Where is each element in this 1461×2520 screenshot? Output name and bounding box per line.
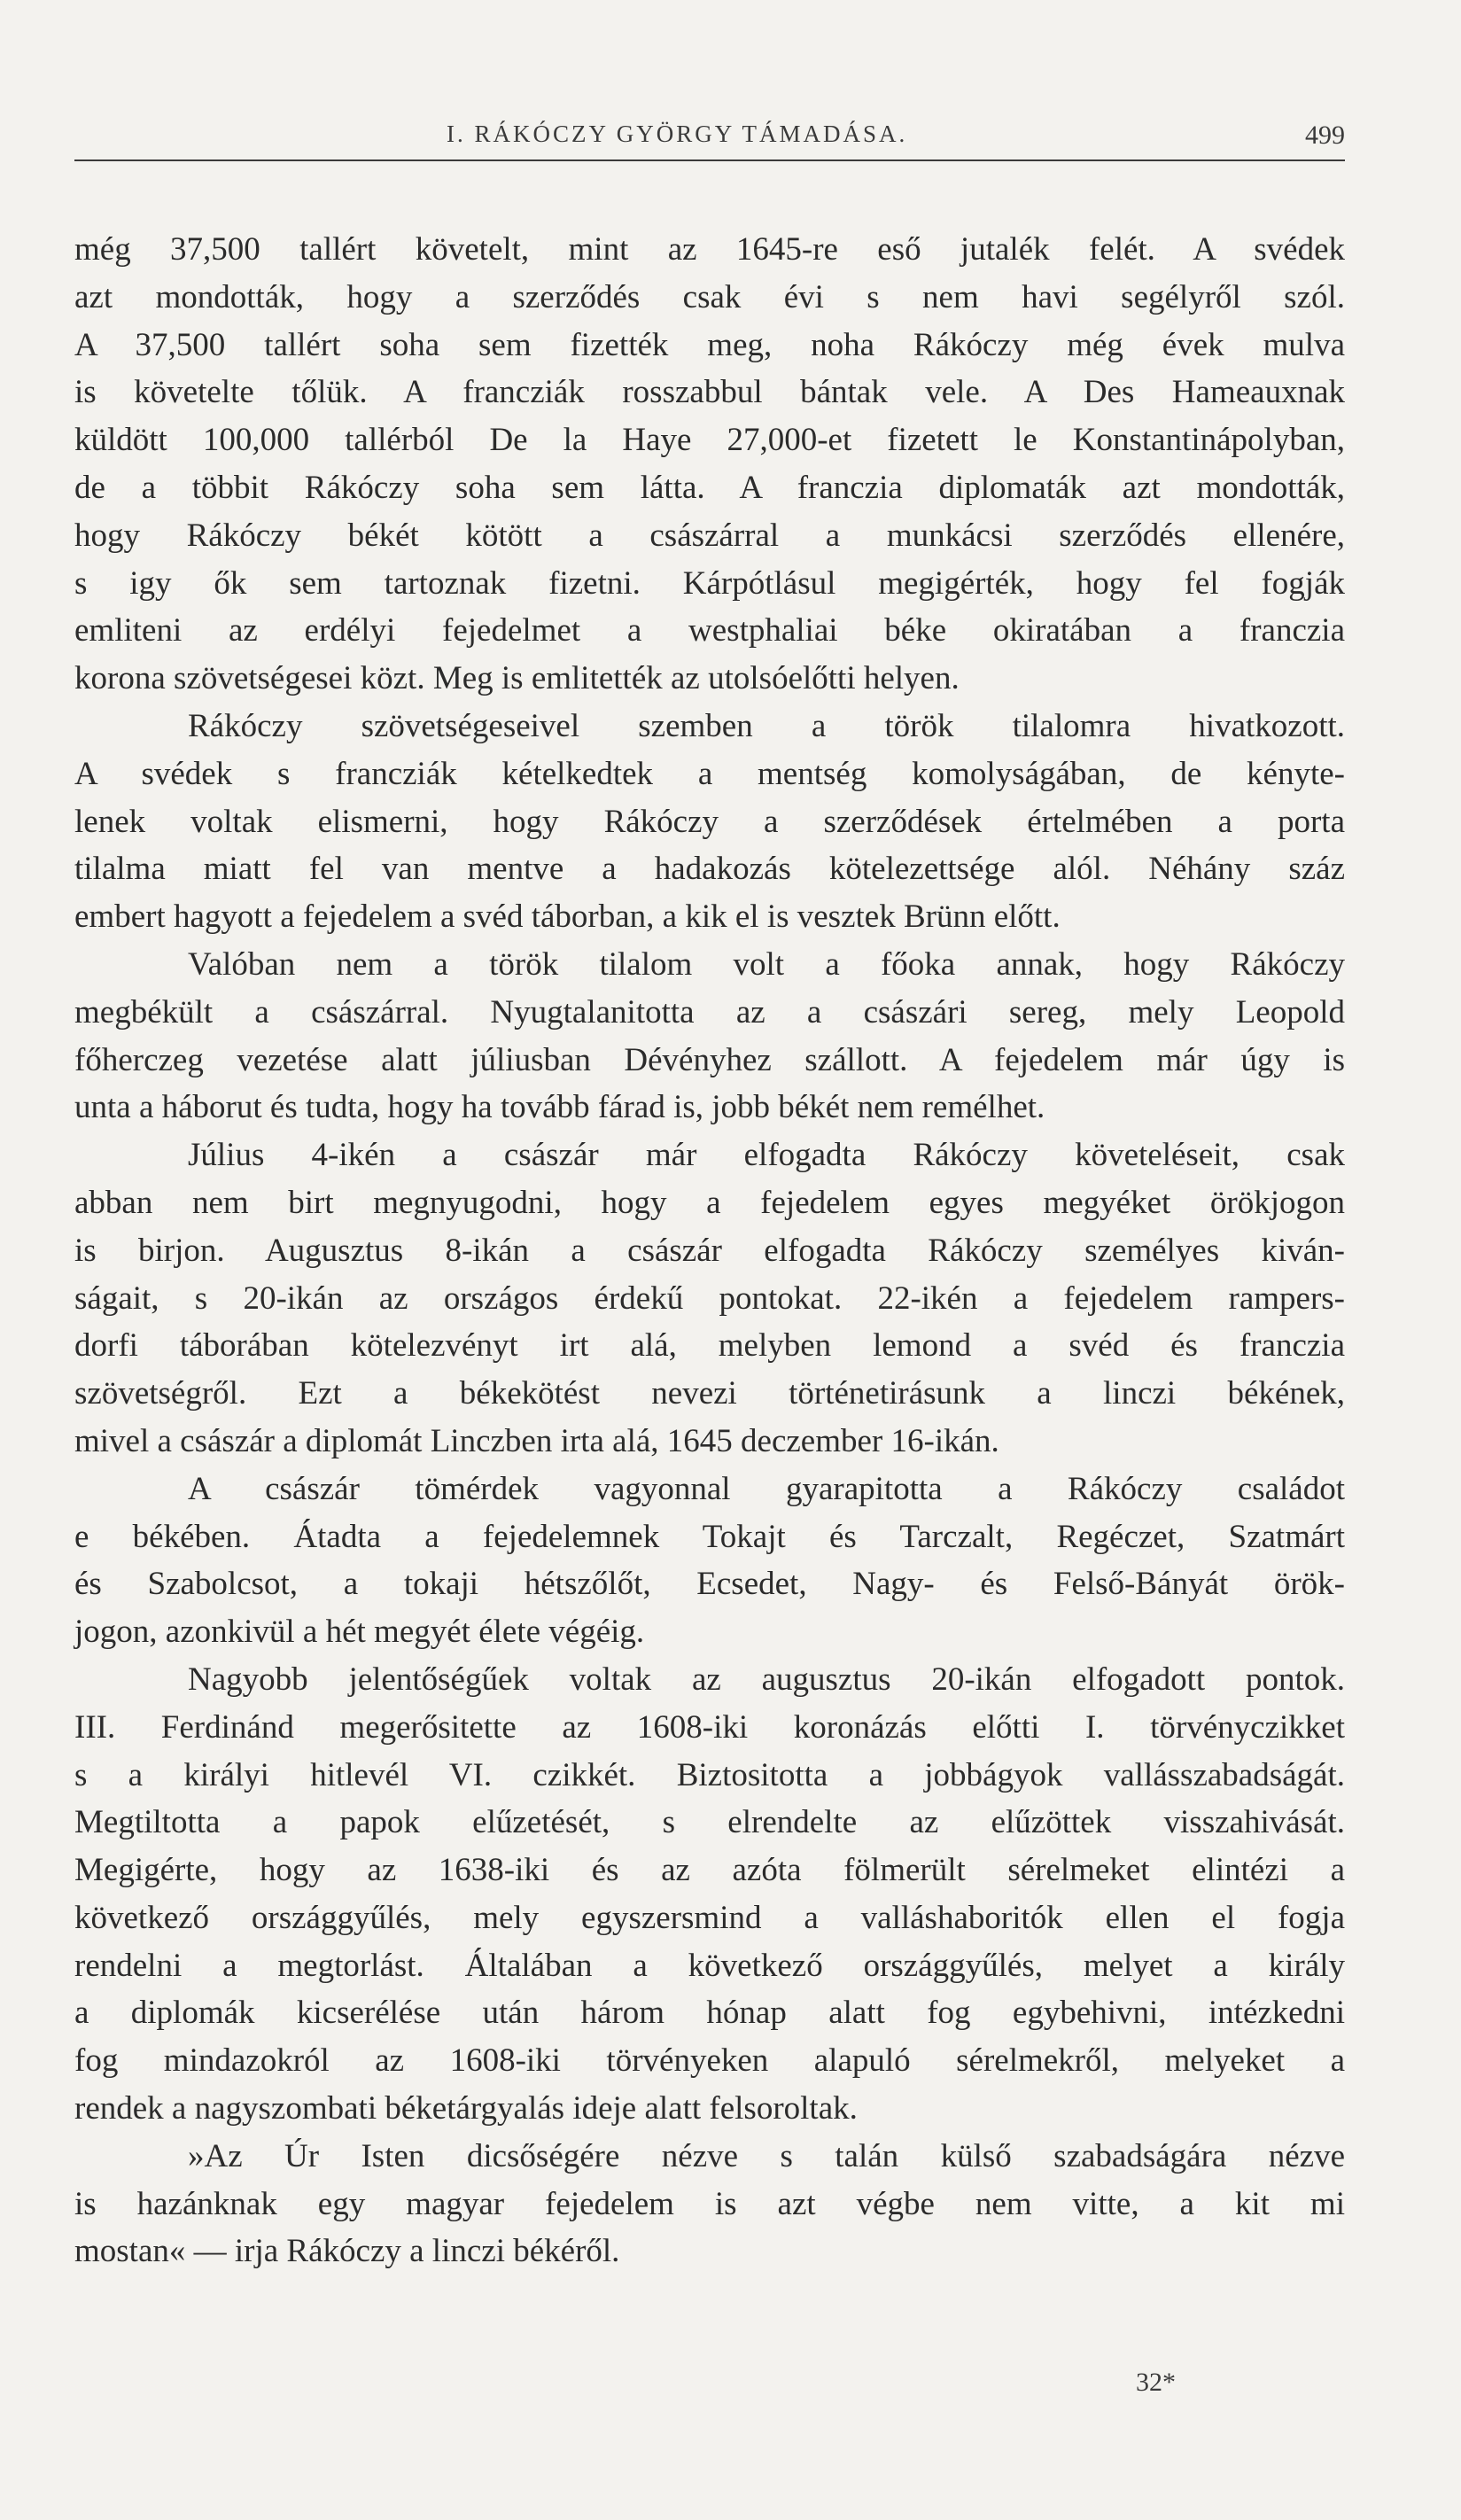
text-line: tilalma miatt fel van mentve a hadakozás kötelezettsége alól. Néhány száz: [74, 851, 1345, 888]
text-line: szövetségről. Ezt a békekötést nevezi történetirásunk a linczi békének,: [74, 1375, 1345, 1412]
text-line: embert hagyott a fejedelem a svéd táborban, a kik el is vesztek Brünn előtt.: [74, 898, 1061, 936]
text-line: A svédek s francziák kételkedtek a mentség komolyságában, de kényte-: [74, 755, 1345, 792]
text-line: Július 4-ikén a császár már elfogadta Rákóczy követeléseit, csak: [188, 1137, 1345, 1174]
text-line: Nagyobb jelentőségűek voltak az augusztus 20-ikán elfogadott pontok.: [188, 1661, 1345, 1698]
text-line: s a királyi hitlevél VI. czikkét. Biztositotta a jobbágyok vallásszabadságát.: [74, 1756, 1345, 1793]
text-line: még 37,500 tallért követelt, mint az 1645-re eső jutalék felét. A svédek: [74, 231, 1345, 268]
text-line: s igy ők sem tartoznak fizetni. Kárpótlásul megigérték, hogy fel fogják: [74, 564, 1345, 602]
text-line: Megtiltotta a papok elűzetését, s elrendelte az elűzöttek visszahivását.: [74, 1804, 1345, 1841]
text-line: Rákóczy szövetségeseivel szemben a török tilalomra hivatkozott.: [188, 707, 1345, 744]
text-line: korona szövetségesei közt. Meg is emlitették az utolsóelőtti helyen.: [74, 660, 960, 697]
text-line: fog mindazokról az 1608-iki törvényeken alapuló sérelmekről, melyeket a: [74, 2042, 1345, 2080]
text-line: lenek voltak elismerni, hogy Rákóczy a szerződések értelmében a porta: [74, 803, 1345, 840]
page-number: 499: [1305, 121, 1345, 150]
text-line: dorfi táborában kötelezvényt irt alá, melyben lemond a svéd és franczia: [74, 1327, 1345, 1365]
text-line: e békében. Átadta a fejedelemnek Tokajt és Tarczalt, Regéczet, Szatmárt: [74, 1518, 1345, 1555]
running-header: [74, 117, 1345, 161]
text-line: küldött 100,000 tallérból De la Haye 27,000-et fizetett le Konstantinápolyban,: [74, 422, 1345, 459]
text-line: is hazánknak egy magyar fejedelem is azt végbe nem vitte, a kit mi: [74, 2185, 1345, 2222]
text-line: megbékült a császárral. Nyugtalanitotta az a császári sereg, mely Leopold: [74, 993, 1345, 1031]
text-line: abban nem birt megnyugodni, hogy a fejedelem egyes megyéket örökjogon: [74, 1184, 1345, 1221]
text-line: »Az Úr Isten dicsőségére nézve s talán külső szabadságára nézve: [188, 2137, 1345, 2174]
text-line: jogon, azonkivül a hét megyét élete végéig.: [74, 1614, 645, 1651]
text-line: ságait, s 20-ikán az országos érdekű pontokat. 22-ikén a fejedelem rampers-: [74, 1279, 1345, 1317]
printer-signature: 32*: [1136, 2368, 1176, 2397]
text-line: azt mondották, hogy a szerződés csak évi s nem havi segélyről szól.: [74, 278, 1345, 315]
text-line: III. Ferdinánd megerősitette az 1608-iki koronázás előtti I. törvényczikket: [74, 1708, 1345, 1746]
text-line: A császár tömérdek vagyonnal gyarapitotta a Rákóczy családot: [188, 1470, 1345, 1507]
text-line: emliteni az erdélyi fejedelmet a westphaliai béke okiratában a franczia: [74, 612, 1345, 649]
text-line: hogy Rákóczy békét kötött a császárral a munkácsi szerződés ellenére,: [74, 517, 1345, 554]
running-title: I. RÁKÓCZY GYÖRGY TÁMADÁSA.: [447, 121, 908, 147]
text-line: rendelni a megtorlást. Általában a következő országgyűlés, melyet a király: [74, 1947, 1345, 1984]
text-line: mivel a császár a diplomát Linczben irta alá, 1645 deczember 16-ikán.: [74, 1422, 999, 1459]
text-line: is követelte tőlük. A francziák rosszabbul bántak vele. A Des Hameauxnak: [74, 374, 1345, 411]
text-line: főherczeg vezetése alatt júliusban Dévényhez szállott. A fejedelem már úgy is: [74, 1041, 1345, 1078]
text-line: következő országgyűlés, mely egyszersmind a valláshaboritók ellen el fogja: [74, 1899, 1345, 1936]
text-line: és Szabolcsot, a tokaji hétszőlőt, Ecsedet, Nagy- és Felső-Bányát örök-: [74, 1566, 1345, 1603]
text-line: de a többit Rákóczy soha sem látta. A franczia diplomaták azt mondották,: [74, 469, 1345, 506]
text-line: mostan« — irja Rákóczy a linczi békéről.: [74, 2233, 620, 2270]
text-line: rendek a nagyszombati béketárgyalás ideje alatt felsoroltak.: [74, 2090, 858, 2127]
text-line: A 37,500 tallért soha sem fizették meg, noha Rákóczy még évek mulva: [74, 326, 1345, 363]
text-line: Megigérte, hogy az 1638-iki és az azóta fölmerült sérelmeket elintézi a: [74, 1852, 1345, 1889]
text-line: is birjon. Augusztus 8-ikán a császár elfogadta Rákóczy személyes kiván-: [74, 1232, 1345, 1269]
text-line: a diplomák kicserélése után három hónap alatt fog egybehivni, intézkedni: [74, 1995, 1345, 2032]
text-line: Valóban nem a török tilalom volt a főoka annak, hogy Rákóczy: [188, 945, 1345, 983]
text-line: unta a háborut és tudta, hogy ha tovább fárad is, jobb békét nem remélhet.: [74, 1089, 1045, 1126]
body-text: [74, 226, 1345, 2275]
